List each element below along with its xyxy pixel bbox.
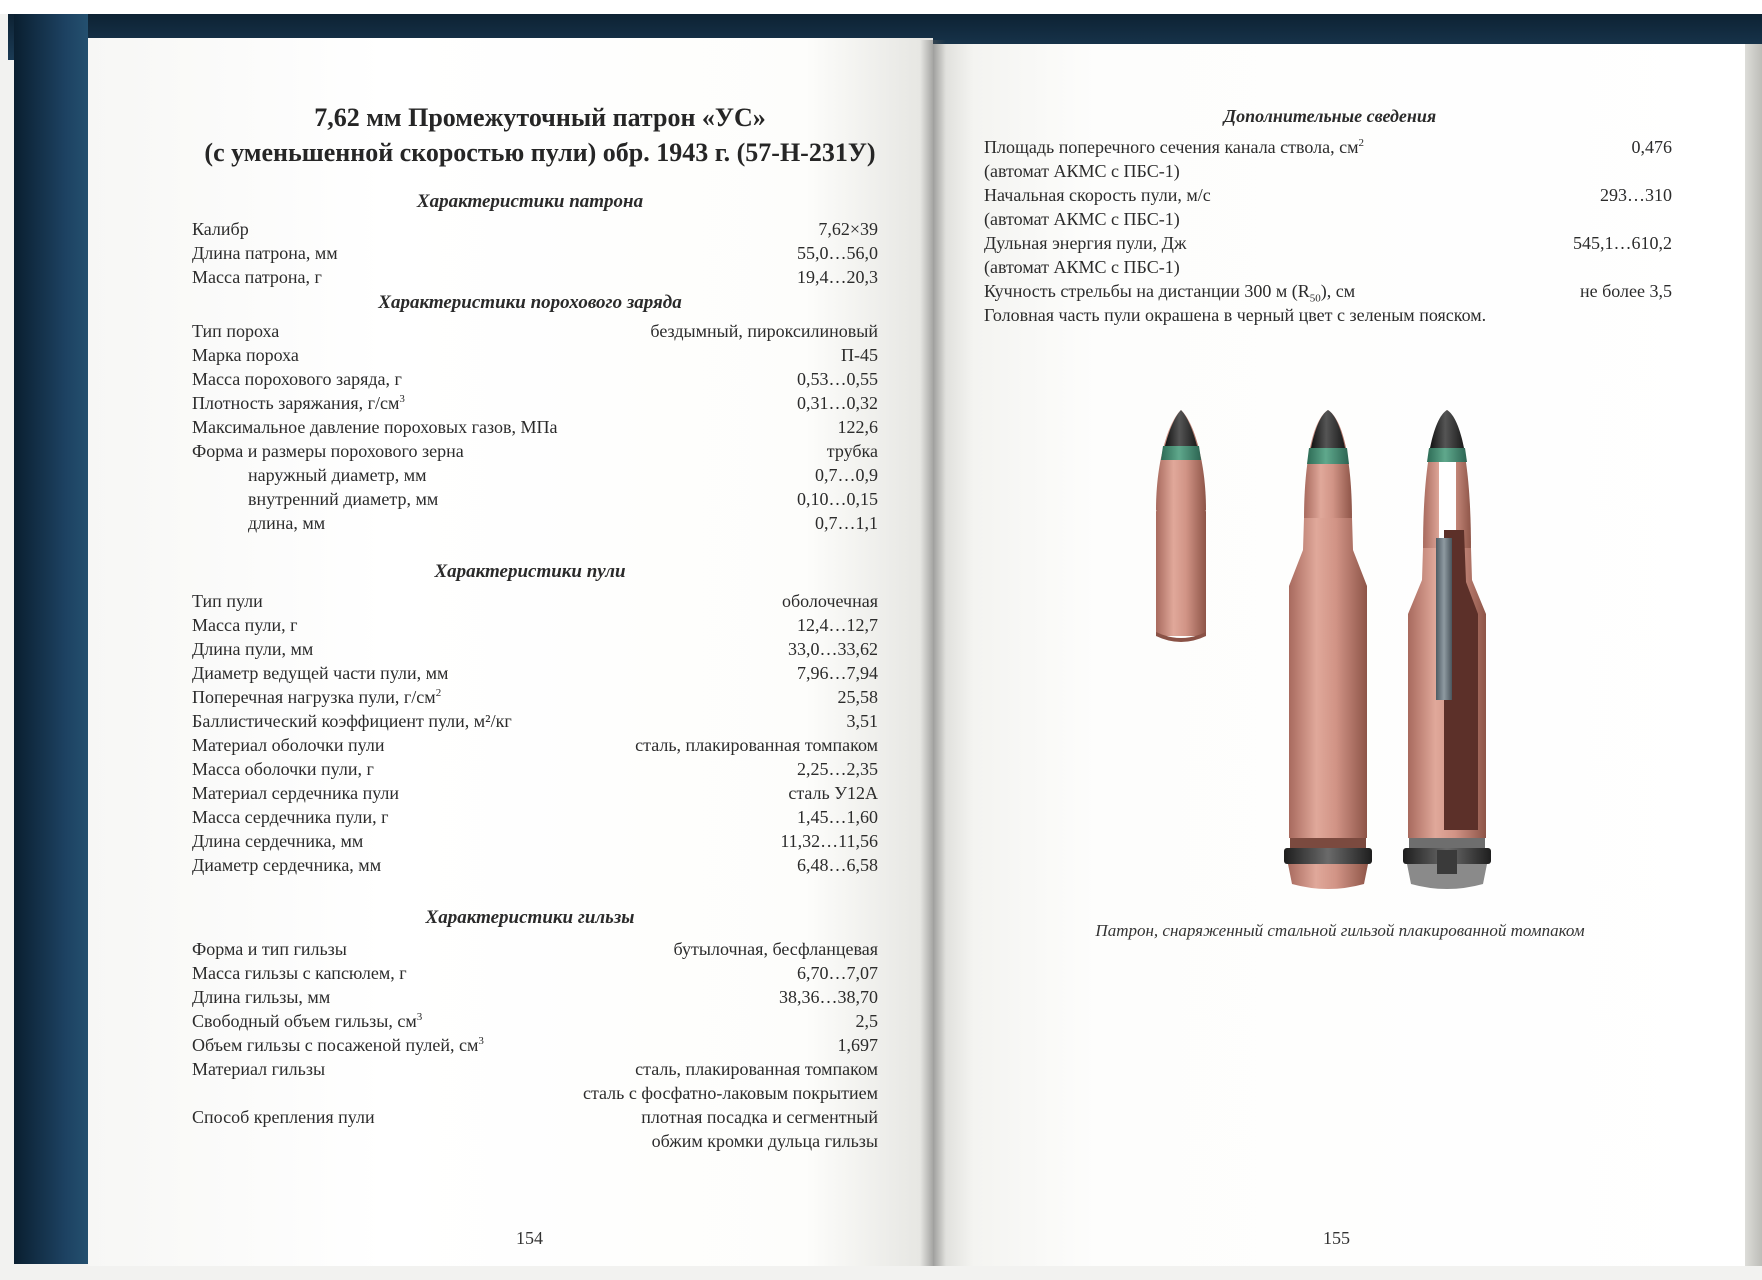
spec-row <box>192 393 878 417</box>
spec-row <box>192 711 878 735</box>
spec-label: Тип пороха <box>192 321 280 341</box>
spec-value: 7,62×39 <box>818 219 878 239</box>
spec-label: Материал оболочки пули <box>192 735 385 755</box>
spec-value: 33,0…33,62 <box>788 639 878 659</box>
spec-note: (автомат АКМС с ПБС-1) <box>984 161 1180 181</box>
spec-sub-row <box>248 465 878 489</box>
spec-value: П-45 <box>841 345 878 365</box>
spec-label: Плотность заряжания, $г/см^3$ <box>192 393 405 413</box>
spec-value: 0,7…0,9 <box>815 465 878 485</box>
spec-label: Масса оболочки пули, г <box>192 759 374 779</box>
spec-label: Длина пули, мм <box>192 639 314 659</box>
spec-value: сталь, плакированная томпаком <box>635 1059 878 1079</box>
figure-caption: Патрон, снаряженный стальной гильзой плакированной томпаком <box>1095 921 1585 940</box>
spec-row <box>192 441 878 465</box>
section-heading-case: Характеристики гильзы <box>425 907 635 928</box>
spec-value: 12,4…12,7 <box>797 615 878 635</box>
spec-row <box>192 687 878 711</box>
spec-label: Дульная энергия пули, Дж <box>984 233 1187 253</box>
spec-label: Тип пули <box>192 591 263 611</box>
section-heading-bullet: Характеристики пули <box>434 561 626 582</box>
cartridge-illustration <box>1140 400 1540 910</box>
spec-value: 0,53…0,55 <box>797 369 878 389</box>
spec-label: Форма и размеры порохового зерна <box>192 441 464 461</box>
cutaway-drawing <box>1403 410 1491 889</box>
spec-value: трубка <box>826 441 878 461</box>
spec-row <box>192 987 878 1011</box>
spec-row <box>192 417 878 441</box>
spec-sub-row <box>248 489 878 513</box>
spec-label: Диаметр сердечника, мм <box>192 855 382 875</box>
superscript: 3 <box>478 1035 484 1047</box>
spec-label: Длина сердечника, мм <box>192 831 364 851</box>
spec-value: 0,7…1,1 <box>815 513 878 533</box>
spec-value: оболочечная <box>782 591 878 611</box>
spec-sub-row <box>248 513 878 537</box>
spec-value: 0,10…0,15 <box>797 489 878 509</box>
spec-row <box>984 281 1672 305</box>
spec-value: 25,58 <box>837 687 878 707</box>
spec-label: Масса пули, г <box>192 615 298 635</box>
superscript: 2 <box>435 687 442 699</box>
spec-row <box>192 615 878 639</box>
spec-value: 7,96…7,94 <box>797 663 878 683</box>
spec-value: 19,4…20,3 <box>797 267 878 287</box>
spec-note: (автомат АКМС с ПБС-1) <box>984 257 1180 277</box>
spec-label: Объем гильзы с посаженой пулей, $см^3$ <box>192 1035 484 1055</box>
bullet-drawing <box>1156 410 1206 642</box>
spec-label: Длина патрона, мм <box>192 243 338 263</box>
spec-row <box>192 1107 878 1131</box>
spec-row <box>192 1059 878 1083</box>
spec-row <box>192 939 878 963</box>
spec-value: 55,0…56,0 <box>797 243 878 263</box>
superscript: 3 <box>399 393 405 405</box>
spec-label: Кучность стрельбы на дистанции 300 м $(R_{50})$, см <box>984 281 1356 305</box>
spec-row <box>192 321 878 345</box>
spec-value: 2,25…2,35 <box>797 759 878 779</box>
spec-value: сталь с фосфатно-лаковым покрытием <box>582 1083 878 1103</box>
spec-row-continuation <box>192 1131 878 1155</box>
spec-label: Начальная скорость пули, м/с <box>984 185 1211 205</box>
spec-value: 6,48…6,58 <box>797 855 878 875</box>
spec-value: бездымный, пироксилиновый <box>650 321 878 341</box>
page-title-line-1: 7,62 мм Промежуточный патрон «УС» <box>314 103 766 132</box>
spec-value: 11,32…11,56 <box>780 831 878 851</box>
spec-row <box>984 137 1672 161</box>
book-cover-spine <box>14 14 88 1264</box>
spec-label: Диаметр ведущей части пули, мм <box>192 663 449 683</box>
section-heading-cartridge: Характеристики патрона <box>416 191 644 212</box>
spec-row <box>192 759 878 783</box>
spec-label: наружный диаметр, мм <box>248 465 427 485</box>
color-note: Головная часть пули окрашена в черный цвет с зеленым пояском. <box>984 305 1487 325</box>
spec-label: Масса патрона, г <box>192 267 322 287</box>
spec-label: Материал сердечника пули <box>192 783 400 803</box>
spec-label: Свободный объем гильзы, $см^3$ <box>192 1011 423 1031</box>
spec-value: сталь, плакированная томпаком <box>635 735 878 755</box>
spec-note: (автомат АКМС с ПБС-1) <box>984 209 1180 229</box>
spec-value: 1,45…1,60 <box>797 807 878 827</box>
spec-label: Масса сердечника пули, г <box>192 807 389 827</box>
spec-label: Поперечная нагрузка пули, $г/см^2$ <box>192 687 442 707</box>
spec-label: длина, мм <box>248 513 326 533</box>
spec-label: Баллистический коэффициент пули, м²/кг <box>192 711 512 731</box>
spec-value: плотная посадка и сегментный <box>641 1107 878 1127</box>
spec-value: 122,6 <box>837 417 878 437</box>
spec-value: 6,70…7,07 <box>797 963 878 983</box>
superscript: 2 <box>1358 137 1365 149</box>
cartridge-drawing <box>1284 410 1372 889</box>
spec-value: сталь У12А <box>788 783 878 803</box>
page-edges <box>1745 44 1762 1266</box>
spec-row <box>192 807 878 831</box>
spec-label: Марка пороха <box>192 345 299 365</box>
spec-value: 38,36…38,70 <box>779 987 878 1007</box>
spec-row <box>192 1035 878 1059</box>
spec-row <box>192 831 878 855</box>
superscript: 3 <box>416 1011 423 1023</box>
spec-label: Максимальное давление пороховых газов, МПа <box>192 417 558 437</box>
spec-row <box>192 591 878 615</box>
section-heading-powder: Характеристики порохового заряда <box>378 292 682 313</box>
spec-value: 3,51 <box>846 711 878 731</box>
spec-value: 0,31…0,32 <box>797 393 878 413</box>
spec-row <box>984 233 1672 257</box>
spec-row <box>192 639 878 663</box>
spec-row-continuation <box>192 1083 878 1107</box>
page-number-left: 154 <box>516 1228 543 1248</box>
spec-row <box>192 243 878 267</box>
spec-value: 545,1…610,2 <box>1573 233 1672 253</box>
spec-value: 293…310 <box>1600 185 1672 205</box>
spec-value: не более 3,5 <box>1579 281 1672 301</box>
spec-label: Калибр <box>192 219 249 239</box>
spec-value: 1,697 <box>837 1035 878 1055</box>
spec-row <box>192 783 878 807</box>
spec-label: Длина гильзы, мм <box>192 987 331 1007</box>
spec-row <box>192 855 878 879</box>
spec-value: 2,5 <box>855 1011 878 1031</box>
section-heading-additional: Дополнительные сведения <box>1223 106 1437 126</box>
spec-value: бутылочная, бесфланцевая <box>673 939 878 959</box>
spec-row <box>192 735 878 759</box>
spec-label: Масса гильзы с капсюлем, г <box>192 963 407 983</box>
spec-row <box>192 963 878 987</box>
page-title-line-2: (с уменьшенной скоростью пули) обр. 1943 г. (57-Н-231У) <box>204 138 876 167</box>
spec-row <box>984 185 1672 209</box>
spec-label: внутренний диаметр, мм <box>248 489 439 509</box>
subscript: 50 <box>1309 292 1321 305</box>
book-gutter <box>920 40 946 1266</box>
spec-label: Форма и тип гильзы <box>192 939 347 959</box>
page-number-right: 155 <box>1323 1228 1350 1248</box>
scan-margin <box>0 0 1762 14</box>
spec-row <box>192 663 878 687</box>
spec-label: Материал гильзы <box>192 1059 326 1079</box>
spec-value: обжим кромки дульца гильзы <box>651 1131 878 1151</box>
spec-label: Площадь поперечного сечения канала ствола, $см^2$ <box>984 137 1365 157</box>
spec-label: Масса порохового заряда, г <box>192 369 402 389</box>
spec-row <box>192 267 878 291</box>
spec-row <box>192 345 878 369</box>
spec-row <box>192 1011 878 1035</box>
spec-label: Способ крепления пули <box>192 1107 375 1127</box>
spec-row <box>192 219 878 243</box>
spec-value: 0,476 <box>1631 137 1672 157</box>
spec-row <box>192 369 878 393</box>
